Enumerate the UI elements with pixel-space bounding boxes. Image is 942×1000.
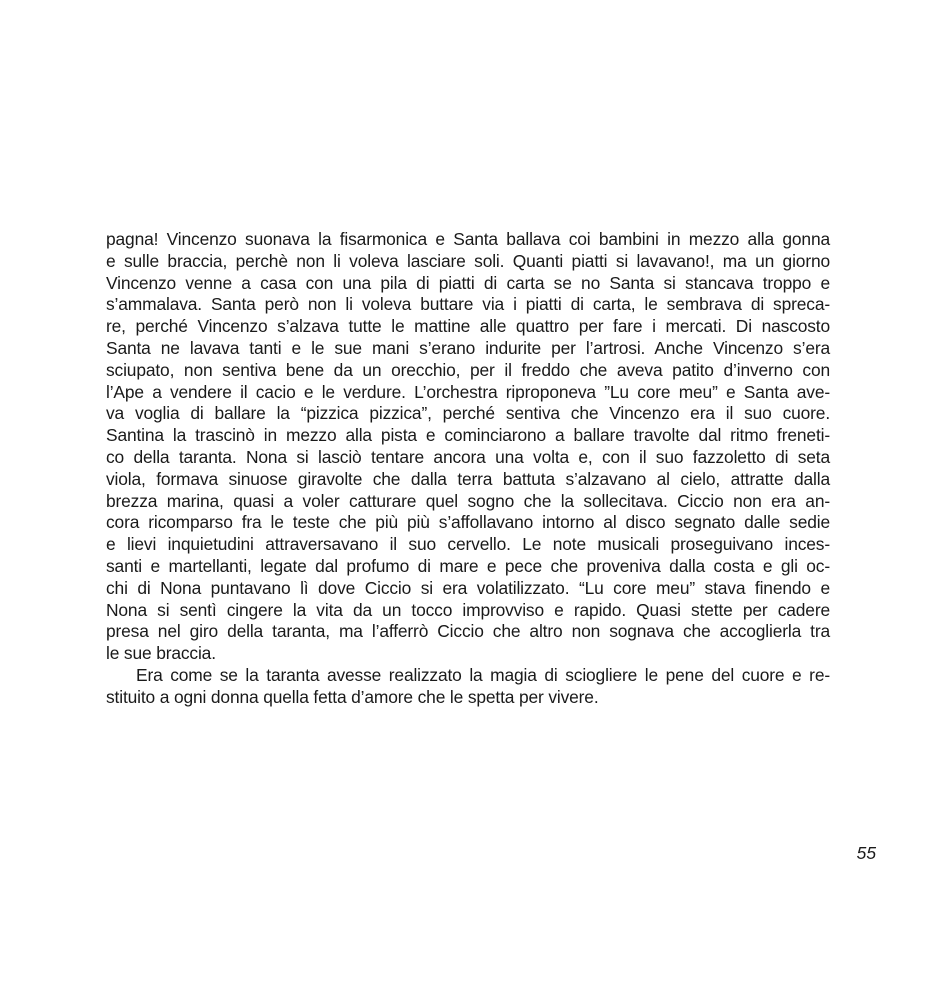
text-line: va voglia di ballare la “pizzica pizzica”, perché sentiva che Vincenzo era il suo cuore.: [106, 403, 830, 424]
text-line: co della taranta. Nona si lasciò tentare ancora una volta e, con il suo fazzoletto di seta: [106, 446, 830, 467]
text-line: Nona si sentì cingere la vita da un tocco improvviso e rapido. Quasi stette per cadere: [106, 599, 830, 620]
text-line: presa nel giro della taranta, ma l’afferrò Ciccio che altro non sognava che accoglierla tra: [106, 621, 830, 642]
body-text: [106, 229, 830, 709]
text-line: l’Ape a vendere il cacio e le verdure. L’orchestra riproponeva ”Lu core meu” e Santa ave-: [106, 381, 830, 402]
text-line: Santa ne lavava tanti e le sue mani s’erano indurite per l’artrosi. Anche Vincenzo s’era: [106, 337, 830, 358]
paragraph-1: [106, 229, 830, 665]
text-line: re, perché Vincenzo s’alzava tutte le mattine alle quattro per fare i mercati. Di nascosto: [106, 316, 830, 337]
text-line: santi e martellanti, legate dal profumo di mare e pece che proveniva dalla costa e gli oc-: [106, 555, 830, 576]
text-line: s’ammalava. Santa però non li voleva buttare via i piatti di carta, le sembrava di spreca-: [106, 294, 830, 315]
text-line: le sue braccia.: [106, 643, 216, 664]
text-line: e lievi inquietudini attraversavano il suo cervello. Le note musicali proseguivano inces-: [106, 534, 830, 555]
text-line: cora ricomparso fra le teste che più più s’affollavano intorno al disco segnato dalle sedie: [106, 512, 830, 533]
text-line: sciupato, non sentiva bene da un orecchio, per il freddo che aveva patito d’inverno con: [106, 359, 830, 380]
text-line: Vincenzo venne a casa con una pila di piatti di carta se no Santa si stancava troppo e: [106, 272, 830, 293]
text-line: brezza marina, quasi a voler catturare quel sogno che la sollecitava. Ciccio non era an-: [106, 490, 830, 511]
text-line: stituito a ogni donna quella fetta d’amore che le spetta per vivere.: [106, 686, 599, 707]
page-number: 55: [856, 843, 876, 863]
text-line: e sulle braccia, perchè non li voleva lasciare soli. Quanti piatti si lavavano!, ma un giorno: [106, 250, 830, 271]
text-line: viola, formava sinuose giravolte che dalla terra battuta s’alzavano al cielo, attratte dalla: [106, 468, 830, 489]
text-line: Era come se la taranta avesse realizzato la magia di sciogliere le pene del cuore e re-: [136, 664, 830, 685]
paragraph-2: [106, 665, 830, 709]
text-line: pagna! Vincenzo suonava la fisarmonica e Santa ballava coi bambini in mezzo alla gonna: [106, 229, 830, 249]
text-line: Santina la trascinò in mezzo alla pista e cominciarono a ballare travolte dal ritmo freneti-: [106, 425, 830, 446]
text-line: chi di Nona puntavano lì dove Ciccio si era volatilizzato. “Lu core meu” stava finendo e: [106, 577, 830, 598]
